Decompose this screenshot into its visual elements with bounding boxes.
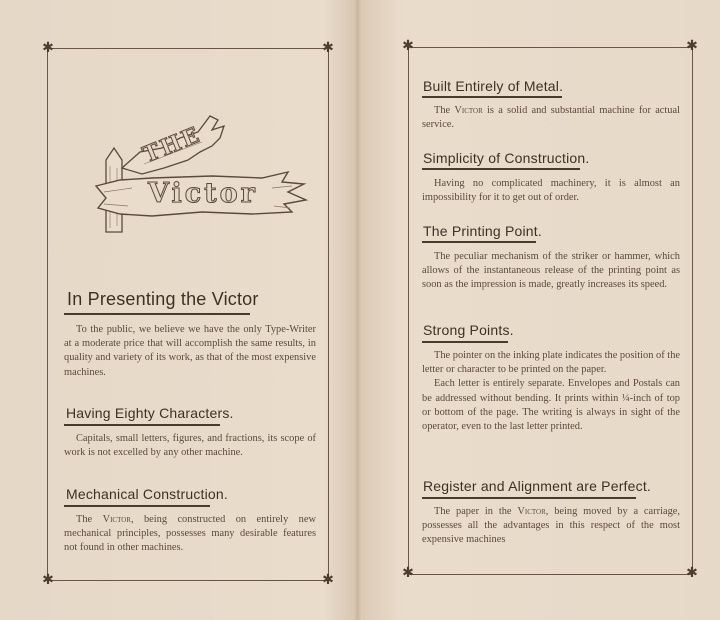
section-heading: Strong Points. bbox=[423, 322, 514, 338]
left-page bbox=[0, 0, 356, 620]
corner-ornament-icon: ✱ bbox=[42, 41, 54, 56]
left-frame-bottom bbox=[47, 580, 329, 581]
heading-underline bbox=[422, 497, 636, 499]
corner-ornament-icon: ✱ bbox=[322, 41, 334, 56]
section-heading: Built Entirely of Metal. bbox=[423, 78, 564, 94]
section-body: Having no complicated machinery, it is almost an impossibility for it to get out of order. bbox=[422, 178, 680, 204]
left-frame-top bbox=[47, 48, 329, 49]
heading-underline bbox=[64, 313, 250, 315]
section-body: The Victor is a solid and substantial machine for actual service. bbox=[422, 105, 681, 131]
left-frame-left bbox=[47, 48, 48, 580]
section-heading: The Printing Point. bbox=[423, 223, 542, 239]
victor-logo bbox=[92, 108, 314, 238]
section-heading: In Presenting the Victor bbox=[67, 289, 259, 309]
right-frame-top bbox=[408, 47, 693, 48]
section-heading: Mechanical Construction. bbox=[66, 486, 228, 502]
corner-ornament-icon: ✱ bbox=[42, 573, 54, 588]
section-body: The Victor, being constructed on entirely new mechanical principles, possesses many desirable features not found in other machines. bbox=[64, 514, 316, 554]
corner-ornament-icon: ✱ bbox=[686, 39, 698, 54]
corner-ornament-icon: ✱ bbox=[402, 39, 414, 54]
left-frame-right bbox=[328, 48, 329, 580]
section-body: The peculiar mechanism of the striker or hammer, which allows of the instantaneous release of the printing point as soon as the impression is made, greatly increases its speed. bbox=[422, 251, 680, 291]
heading-underline bbox=[422, 168, 580, 170]
corner-ornament-icon: ✱ bbox=[322, 573, 334, 588]
heading-underline bbox=[64, 505, 210, 507]
right-frame-bottom bbox=[408, 574, 693, 575]
right-frame-left bbox=[408, 47, 409, 574]
section-heading: Simplicity of Construction. bbox=[423, 150, 590, 166]
heading-underline bbox=[422, 96, 562, 98]
right-frame-right bbox=[692, 47, 693, 574]
heading-underline bbox=[422, 241, 536, 243]
section-body: To the public, we believe we have the only Type-Writer at a moderate price that will accomplish the same results, in quality and variety of its work, as that of the most expensive machines. bbox=[64, 324, 316, 378]
logo-victor-text: Victor bbox=[148, 178, 258, 209]
heading-underline bbox=[422, 341, 508, 343]
logo-the-text: THE bbox=[139, 121, 205, 169]
section-body: The pointer on the inking plate indicates the position of the letter or character to be printed on the paper. Each letter is entirely separate. Envelopes and Postals can be addressed without bending. It prints within ¼-inch of top or bottom of the page. The writing is always in sight of the operator, even to the last letter printed. bbox=[422, 350, 680, 433]
section-heading: Having Eighty Characters. bbox=[66, 405, 234, 421]
heading-underline bbox=[64, 424, 220, 426]
section-body: The paper in the Victor, being moved by a carriage, possesses all the advantages in this respect of the most expensive machines bbox=[422, 506, 680, 546]
signpost-icon bbox=[92, 108, 314, 238]
corner-ornament-icon: ✱ bbox=[402, 566, 414, 581]
section-heading: Register and Alignment are Perfect. bbox=[423, 478, 652, 494]
corner-ornament-icon: ✱ bbox=[686, 566, 698, 581]
section-body: Capitals, small letters, figures, and fractions, its scope of work is not excelled by any other machine. bbox=[64, 433, 316, 459]
right-page bbox=[357, 0, 720, 620]
